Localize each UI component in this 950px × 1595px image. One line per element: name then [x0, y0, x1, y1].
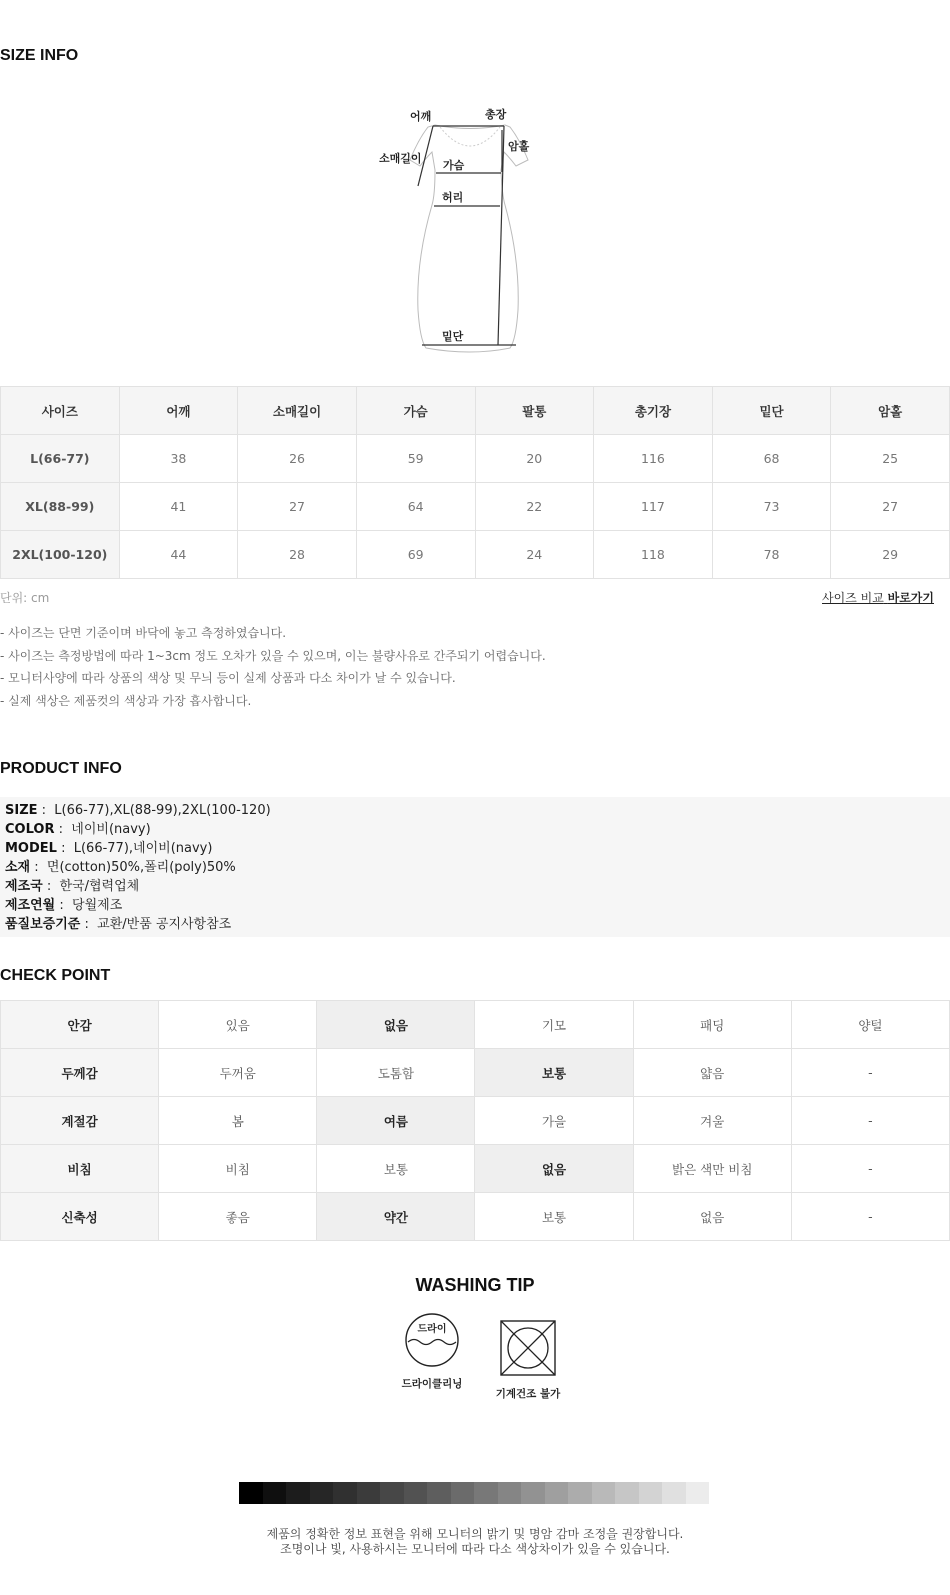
gradient-swatch	[333, 1482, 357, 1504]
check-point-option: 가을	[475, 1097, 633, 1145]
check-point-option: 있음	[159, 1001, 317, 1049]
dry-clean-caption: 드라이클리닝	[401, 1378, 463, 1390]
dry-clean-icon	[404, 1312, 460, 1368]
size-value: 24	[475, 531, 594, 579]
table-row	[1, 1193, 950, 1241]
check-point-option-selected: 없음	[475, 1145, 633, 1193]
product-info-label: SIZE	[5, 803, 38, 818]
size-header: 팔통	[475, 387, 594, 435]
size-header: 밑단	[712, 387, 831, 435]
list-item: - 실제 색상은 제품컷의 색상과 가장 흡사합니다.	[0, 693, 252, 708]
size-header: 가슴	[356, 387, 475, 435]
check-point-option-selected: 없음	[317, 1001, 475, 1049]
check-point-label: 신축성	[1, 1193, 159, 1241]
size-value: 38	[119, 435, 238, 483]
size-value: 28	[238, 531, 357, 579]
check-point-option-selected: 약간	[317, 1193, 475, 1241]
size-value: 27	[238, 483, 357, 531]
check-point-option: 겨울	[633, 1097, 791, 1145]
diagram-label-armhole: 암홀	[508, 140, 530, 153]
gradient-swatch	[357, 1482, 381, 1504]
unit-label: 단위: cm	[0, 591, 50, 605]
table-row	[1, 435, 950, 483]
size-value: 68	[712, 435, 831, 483]
check-point-label: 두께감	[1, 1049, 159, 1097]
check-point-option: 두꺼움	[159, 1049, 317, 1097]
size-value: 22	[475, 483, 594, 531]
product-info-value: 면(cotton)50%,폴리(poly)50%	[46, 860, 236, 875]
size-label: XL(88-99)	[1, 483, 120, 531]
product-info-label: MODEL	[5, 841, 57, 856]
washing-tip-title: WASHING TIP	[415, 1275, 535, 1295]
check-point-option: 좋음	[159, 1193, 317, 1241]
product-info-row: MODEL : L(66-77),네이비(navy)	[5, 841, 213, 856]
product-info-value: 교환/반품 공지사항참조	[97, 917, 232, 932]
table-row	[1, 1001, 950, 1049]
gradient-swatch	[380, 1482, 404, 1504]
dry-clean-icon-text: 드라이	[417, 1324, 447, 1335]
product-info-value: 당월제조	[72, 898, 123, 913]
size-label: 2XL(100-120)	[1, 531, 120, 579]
product-info-row: COLOR : 네이비(navy)	[5, 822, 151, 837]
size-value: 26	[238, 435, 357, 483]
size-header: 어깨	[119, 387, 238, 435]
size-table-header-row	[1, 387, 950, 435]
gradient-swatch	[427, 1482, 451, 1504]
check-point-option-selected: 보통	[475, 1049, 633, 1097]
no-tumble-dry-icon	[498, 1318, 558, 1378]
size-value: 78	[712, 531, 831, 579]
size-value: 69	[356, 531, 475, 579]
product-info-label: 제조국	[5, 879, 43, 894]
dress-outline-icon	[370, 100, 540, 360]
gradient-swatch	[545, 1482, 569, 1504]
diagram-label-length: 총장	[485, 108, 507, 121]
product-info-row: 제조국 : 한국/협력업체	[5, 879, 140, 894]
gradient-swatch	[286, 1482, 310, 1504]
size-value: 64	[356, 483, 475, 531]
size-table	[0, 386, 950, 579]
size-compare-link-text: 바로가기	[887, 591, 934, 605]
gradient-swatch	[592, 1482, 616, 1504]
product-info-value: L(66-77),XL(88-99),2XL(100-120)	[54, 803, 271, 818]
check-point-option: 기모	[475, 1001, 633, 1049]
size-value: 27	[831, 483, 950, 531]
check-point-title: CHECK POINT	[0, 967, 111, 984]
check-point-option: 패딩	[633, 1001, 791, 1049]
size-header: 암홀	[831, 387, 950, 435]
check-point-option: 양털	[791, 1001, 949, 1049]
product-info-row: 소재 : 면(cotton)50%,폴리(poly)50%	[5, 860, 236, 875]
size-value: 29	[831, 531, 950, 579]
dry-clean-item	[394, 1312, 470, 1391]
check-point-option: 보통	[475, 1193, 633, 1241]
gradient-swatch	[639, 1482, 663, 1504]
check-point-option: 보통	[317, 1145, 475, 1193]
table-row	[1, 1097, 950, 1145]
check-point-option: 비침	[159, 1145, 317, 1193]
product-info-label: 품질보증기준	[5, 917, 81, 932]
gradient-swatch	[451, 1482, 475, 1504]
dress-size-diagram	[370, 100, 540, 360]
size-notes	[0, 622, 546, 712]
disclaimer-line: 제품의 정확한 정보 표현을 위해 모니터의 밝기 및 명암 감마 조정을 권장합니다.	[266, 1527, 684, 1541]
size-value: 59	[356, 435, 475, 483]
diagram-label-sleeve: 소매길이	[379, 152, 422, 165]
no-tumble-dry-caption: 기계건조 불가	[495, 1388, 561, 1400]
size-value: 41	[119, 483, 238, 531]
size-header: 사이즈	[1, 387, 120, 435]
product-info-value: L(66-77),네이비(navy)	[73, 841, 213, 856]
gradient-swatch	[310, 1482, 334, 1504]
size-info-title: SIZE INFO	[0, 47, 79, 64]
check-point-option: 얇음	[633, 1049, 791, 1097]
size-header: 소매길이	[238, 387, 357, 435]
product-info-title: PRODUCT INFO	[0, 760, 122, 777]
diagram-label-shoulder: 어깨	[410, 110, 432, 123]
product-info-row: 품질보증기준 : 교환/반품 공지사항참조	[5, 917, 232, 932]
size-value: 117	[594, 483, 713, 531]
table-row	[1, 1049, 950, 1097]
check-point-option: -	[791, 1193, 949, 1241]
product-info-label: 제조연월	[5, 898, 56, 913]
monitor-gradient-bar	[239, 1482, 709, 1504]
check-point-option: 밝은 색만 비침	[633, 1145, 791, 1193]
size-value: 44	[119, 531, 238, 579]
diagram-label-hem: 밑단	[442, 330, 464, 343]
product-info-row: 제조연월 : 당월제조	[5, 898, 123, 913]
check-point-table	[0, 1000, 950, 1241]
list-item: - 모니터사양에 따라 상품의 색상 및 무늬 등이 실제 상품과 다소 차이가 날 수 있습니다.	[0, 671, 456, 685]
no-tumble-dry-item	[488, 1318, 568, 1401]
product-info-box	[0, 797, 950, 937]
gradient-swatch	[263, 1482, 287, 1504]
check-point-option: -	[791, 1049, 949, 1097]
size-value: 118	[594, 531, 713, 579]
size-header: 총기장	[594, 387, 713, 435]
gradient-swatch	[568, 1482, 592, 1504]
gradient-swatch	[404, 1482, 428, 1504]
gradient-swatch	[615, 1482, 639, 1504]
gradient-swatch	[239, 1482, 263, 1504]
check-point-option: 봄	[159, 1097, 317, 1145]
size-value: 20	[475, 435, 594, 483]
disclaimer-line: 조명이나 빛, 사용하시는 모니터에 따라 다소 색상차이가 있을 수 있습니다.	[280, 1542, 670, 1556]
gradient-swatch	[498, 1482, 522, 1504]
disclaimer	[0, 1527, 950, 1557]
list-item: - 사이즈는 단면 기준이며 바닥에 놓고 측정하였습니다.	[0, 626, 287, 640]
diagram-label-waist: 허리	[442, 191, 464, 204]
table-row	[1, 531, 950, 579]
check-point-option: -	[791, 1097, 949, 1145]
table-row	[1, 483, 950, 531]
check-point-option-selected: 여름	[317, 1097, 475, 1145]
list-item: - 사이즈는 측정방법에 따라 1~3cm 정도 오차가 있을 수 있으며, 이는 불량사유로 간주되기 어렵습니다.	[0, 648, 546, 663]
size-label: L(66-77)	[1, 435, 120, 483]
size-value: 116	[594, 435, 713, 483]
size-value: 73	[712, 483, 831, 531]
diagram-label-chest: 가슴	[443, 159, 465, 172]
check-point-option: 없음	[633, 1193, 791, 1241]
gradient-swatch	[474, 1482, 498, 1504]
check-point-label: 안감	[1, 1001, 159, 1049]
product-info-value: 네이비(navy)	[71, 822, 151, 837]
check-point-option: 도톰함	[317, 1049, 475, 1097]
check-point-option: -	[791, 1145, 949, 1193]
product-info-row: SIZE : L(66-77),XL(88-99),2XL(100-120)	[5, 803, 271, 818]
product-info-label: 소재	[5, 860, 31, 875]
gradient-swatch	[521, 1482, 545, 1504]
table-row	[1, 1145, 950, 1193]
size-value: 25	[831, 435, 950, 483]
product-info-value: 한국/협력업체	[59, 879, 140, 894]
gradient-swatch	[662, 1482, 686, 1504]
size-compare-prefix: 사이즈 비교	[822, 591, 884, 605]
size-compare-link[interactable]	[822, 589, 934, 606]
check-point-label: 계절감	[1, 1097, 159, 1145]
product-info-label: COLOR	[5, 822, 55, 837]
gradient-swatch	[686, 1482, 710, 1504]
check-point-label: 비침	[1, 1145, 159, 1193]
